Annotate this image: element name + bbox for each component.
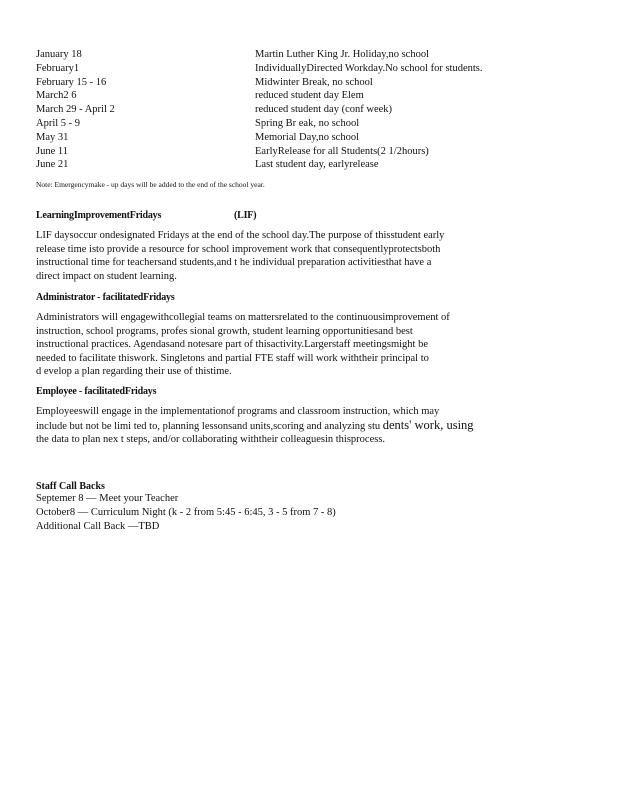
paragraph-line: instruction, school programs, profes sional growth, student learning opportunitiesand best [36,325,413,337]
calendar-event: EarlyRelease for all Students(2 1/2hours) [255,146,429,157]
calendar-event: Last student day, earlyrelease [255,159,379,170]
call-back-row: October8 — Curriculum Night (k - 2 from 5:45 - 6:45, 3 - 5 from 7 - 8) [36,507,336,518]
calendar-event: IndividuallyDirected Workday.No school for students. [255,63,483,74]
paragraph-line: instructional time for teachersand students,and t he individual preparation activitiesthat have a [36,257,432,269]
calendar-date: April 5 - 9 [36,118,81,129]
calendar-date: May 31 [36,132,69,143]
paragraph-line: Employeeswill engage in the implementationof programs and classroom instruction, which may [36,406,440,417]
calendar-event: reduced student day (conf week) [255,104,393,115]
calendar-event: Martin Luther King Jr. Holiday,no school [255,49,430,60]
call-back-row: Additional Call Back —TBD [36,521,160,532]
calendar-date: June 11 [36,146,68,157]
paragraph-line: LIF daysoccur ondesignated Fridays at the end of the school day.The purpose of thisstudent early [36,230,445,241]
admin-paragraph [36,311,588,379]
lif-heading: LearningImprovementFridays [36,210,162,221]
lif-abbreviation: (LIF) [234,210,257,221]
calendar-event: Midwinter Break, no school [255,77,373,88]
paragraph-line: the data to plan nex t steps, and/or collaborating withtheir colleaguesin thisprocess. [36,434,386,446]
paragraph-line: Administrators will engagewithcollegial teams on mattersrelated to the continuousimprovement of [36,312,450,323]
paragraph-line [36,419,588,434]
calendar-date: February 15 - 16 [36,77,107,88]
employee-paragraph [36,405,588,447]
paragraph-line: release time isto provide a resource for school improvement work that consequentlyprotectsboth [36,243,441,255]
calendar-event: Spring Br eak, no school [255,118,360,129]
calendar-date: March2 6 [36,90,77,101]
paragraph-line-tail: dents' work, using [382,417,474,432]
calendar-note: Note: Emergencymake - up days will be added to the end of the school year. [36,180,265,189]
paragraph-line: direct impact on student learning. [36,270,177,282]
paragraph-line: needed to facilitate thiswork. Singletons and partial FTE staff will work withtheir principal to [36,352,429,364]
calendar-event: reduced student day Elem [255,90,364,101]
paragraph-line-text: include but not be limi ted to, planning lessonsand units,scoring and analyzing stu [36,420,381,432]
paragraph-line: instructional practices. Agendasand notesare part of thisactivity.Largerstaff meetingsmight be [36,339,428,351]
calendar-event: Memorial Day,no school [255,132,360,143]
employee-heading: Employee - facilitatedFridays [36,386,157,397]
staff-call-backs-heading: Staff Call Backs [36,481,105,492]
admin-heading: Administrator - facilitatedFridays [36,292,175,303]
paragraph-line: d evelop a plan regarding their use of thistime. [36,366,232,378]
call-back-row: Septemer 8 — Meet your Teacher [36,493,179,504]
calendar-date: June 21 [36,159,69,170]
calendar-date: February1 [36,63,80,74]
calendar-date: March 29 - April 2 [36,104,115,115]
calendar-date: January 18 [36,49,82,60]
lif-paragraph [36,229,588,283]
